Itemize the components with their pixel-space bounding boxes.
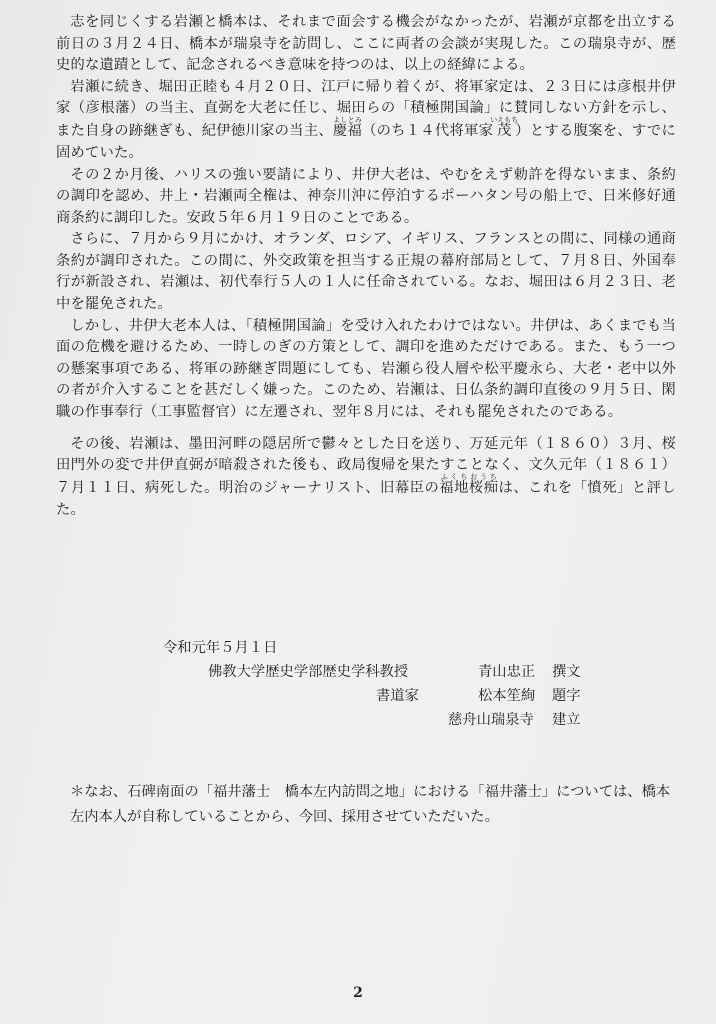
paragraph-3: その２か月後、ハリスの強い要請により、井伊大老は、やむをえず勅許を得ないまま、条約の調印を認め、井上・岩瀬両全権は、神奈川沖に停泊するポーハタン号の船上で、日米修好通商条約に調印した。安政５年６月１９日のことである。	[56, 166, 676, 226]
ruby-fukuchi-ochi: 福地桜痴ふくちおうち	[439, 473, 499, 497]
signature-date: 令和元年５月１日	[163, 640, 278, 656]
paragraph-6: その後、岩瀬は、墨田河畔の隠居所で鬱々とした日を送り、万延元年（１８６０）３月、桜田門外の変で井伊直弼が暗殺された後も、政局復帰を果たすことなく、文久元年（１８６１）７月１１日、病死した。明治のジャーナリスト、旧幕臣の福地桜痴ふくちおうちは、これを「憤死」と評した。	[56, 435, 676, 518]
ruby-yoshitomi: 慶福よしとみ	[332, 116, 363, 140]
paragraph-2: 岩瀬に続き、堀田正睦も４月２０日、江戸に帰り着くが、将軍家定は、２３日には彦根井伊家（彦根藩）の当主、直弼を大老に任じ、堀田らの「積極開国論」に賛同しない方針を示し、また自身の跡継ぎも、紀伊徳川家の当主、慶福よしとみ（のち１４代将軍家茂いえもち）とする腹案を、すでに固めていた。	[56, 78, 676, 161]
footnote: ＊なお、石碑南面の「福井藩士 橋本左内訪問之地」における「福井藩士」については、橋本左内本人が自称していることから、今回、採用させていただいた。	[70, 784, 671, 825]
signature-role: 撰文	[552, 664, 581, 680]
paragraph-5: しかし、井伊大老本人は、「積極開国論」を受け入れたわけではない。井伊は、あくまでも当面の危機を避けるため、一時しのぎの方策として、調印を進めただけである。また、もう一つの懸案事項である、将軍の跡継ぎ問題にしても、岩瀬ら役人層や松平慶永ら、大老・老中以外の者が介入することを甚だしく嫌った。このため、岩瀬は、日仏条約調印直後の９月５日、閑職の作事奉行（工事監督官）に左遷され、翌年８月には、それも罷免されたのである。	[56, 317, 676, 421]
paragraph-4: さらに、７月から９月にかけ、オランダ、ロシア、イギリス、フランスとの間に、同様の通商条約が調印された。この間に、外交政策を担当する正規の幕府部局として、７月８日、外国奉行が新設され、岩瀬は、初代奉行５人の１人に任命されている。なお、堀田は６月２３日、老中を罷免された。	[56, 231, 676, 313]
signature-role: 題字	[552, 688, 581, 704]
signature-name: 慈舟山瑞泉寺	[448, 712, 534, 728]
signature-name: 青山忠正	[478, 664, 536, 680]
signature-role: 建立	[552, 712, 581, 728]
signature-org: 書道家	[376, 688, 419, 704]
body-text	[56, 12, 676, 521]
ruby-iemochi: 茂いえもち	[490, 116, 519, 140]
page-number: 2	[353, 985, 363, 1001]
signature-org: 佛教大学歴史学部歴史学科教授	[208, 664, 409, 680]
signature-name: 松本笙絢	[478, 688, 536, 704]
paragraph-1: 志を同じくする岩瀬と橋本は、それまで面会する機会がなかったが、岩瀬が京都を出立する前日の３月２４日、橋本が瑞泉寺を訪問し、ここに両者の会談が実現した。この瑞泉寺が、歴史的な遺蹟として、記念されるべき意味を持つのは、以上の経緯による。	[56, 14, 676, 74]
